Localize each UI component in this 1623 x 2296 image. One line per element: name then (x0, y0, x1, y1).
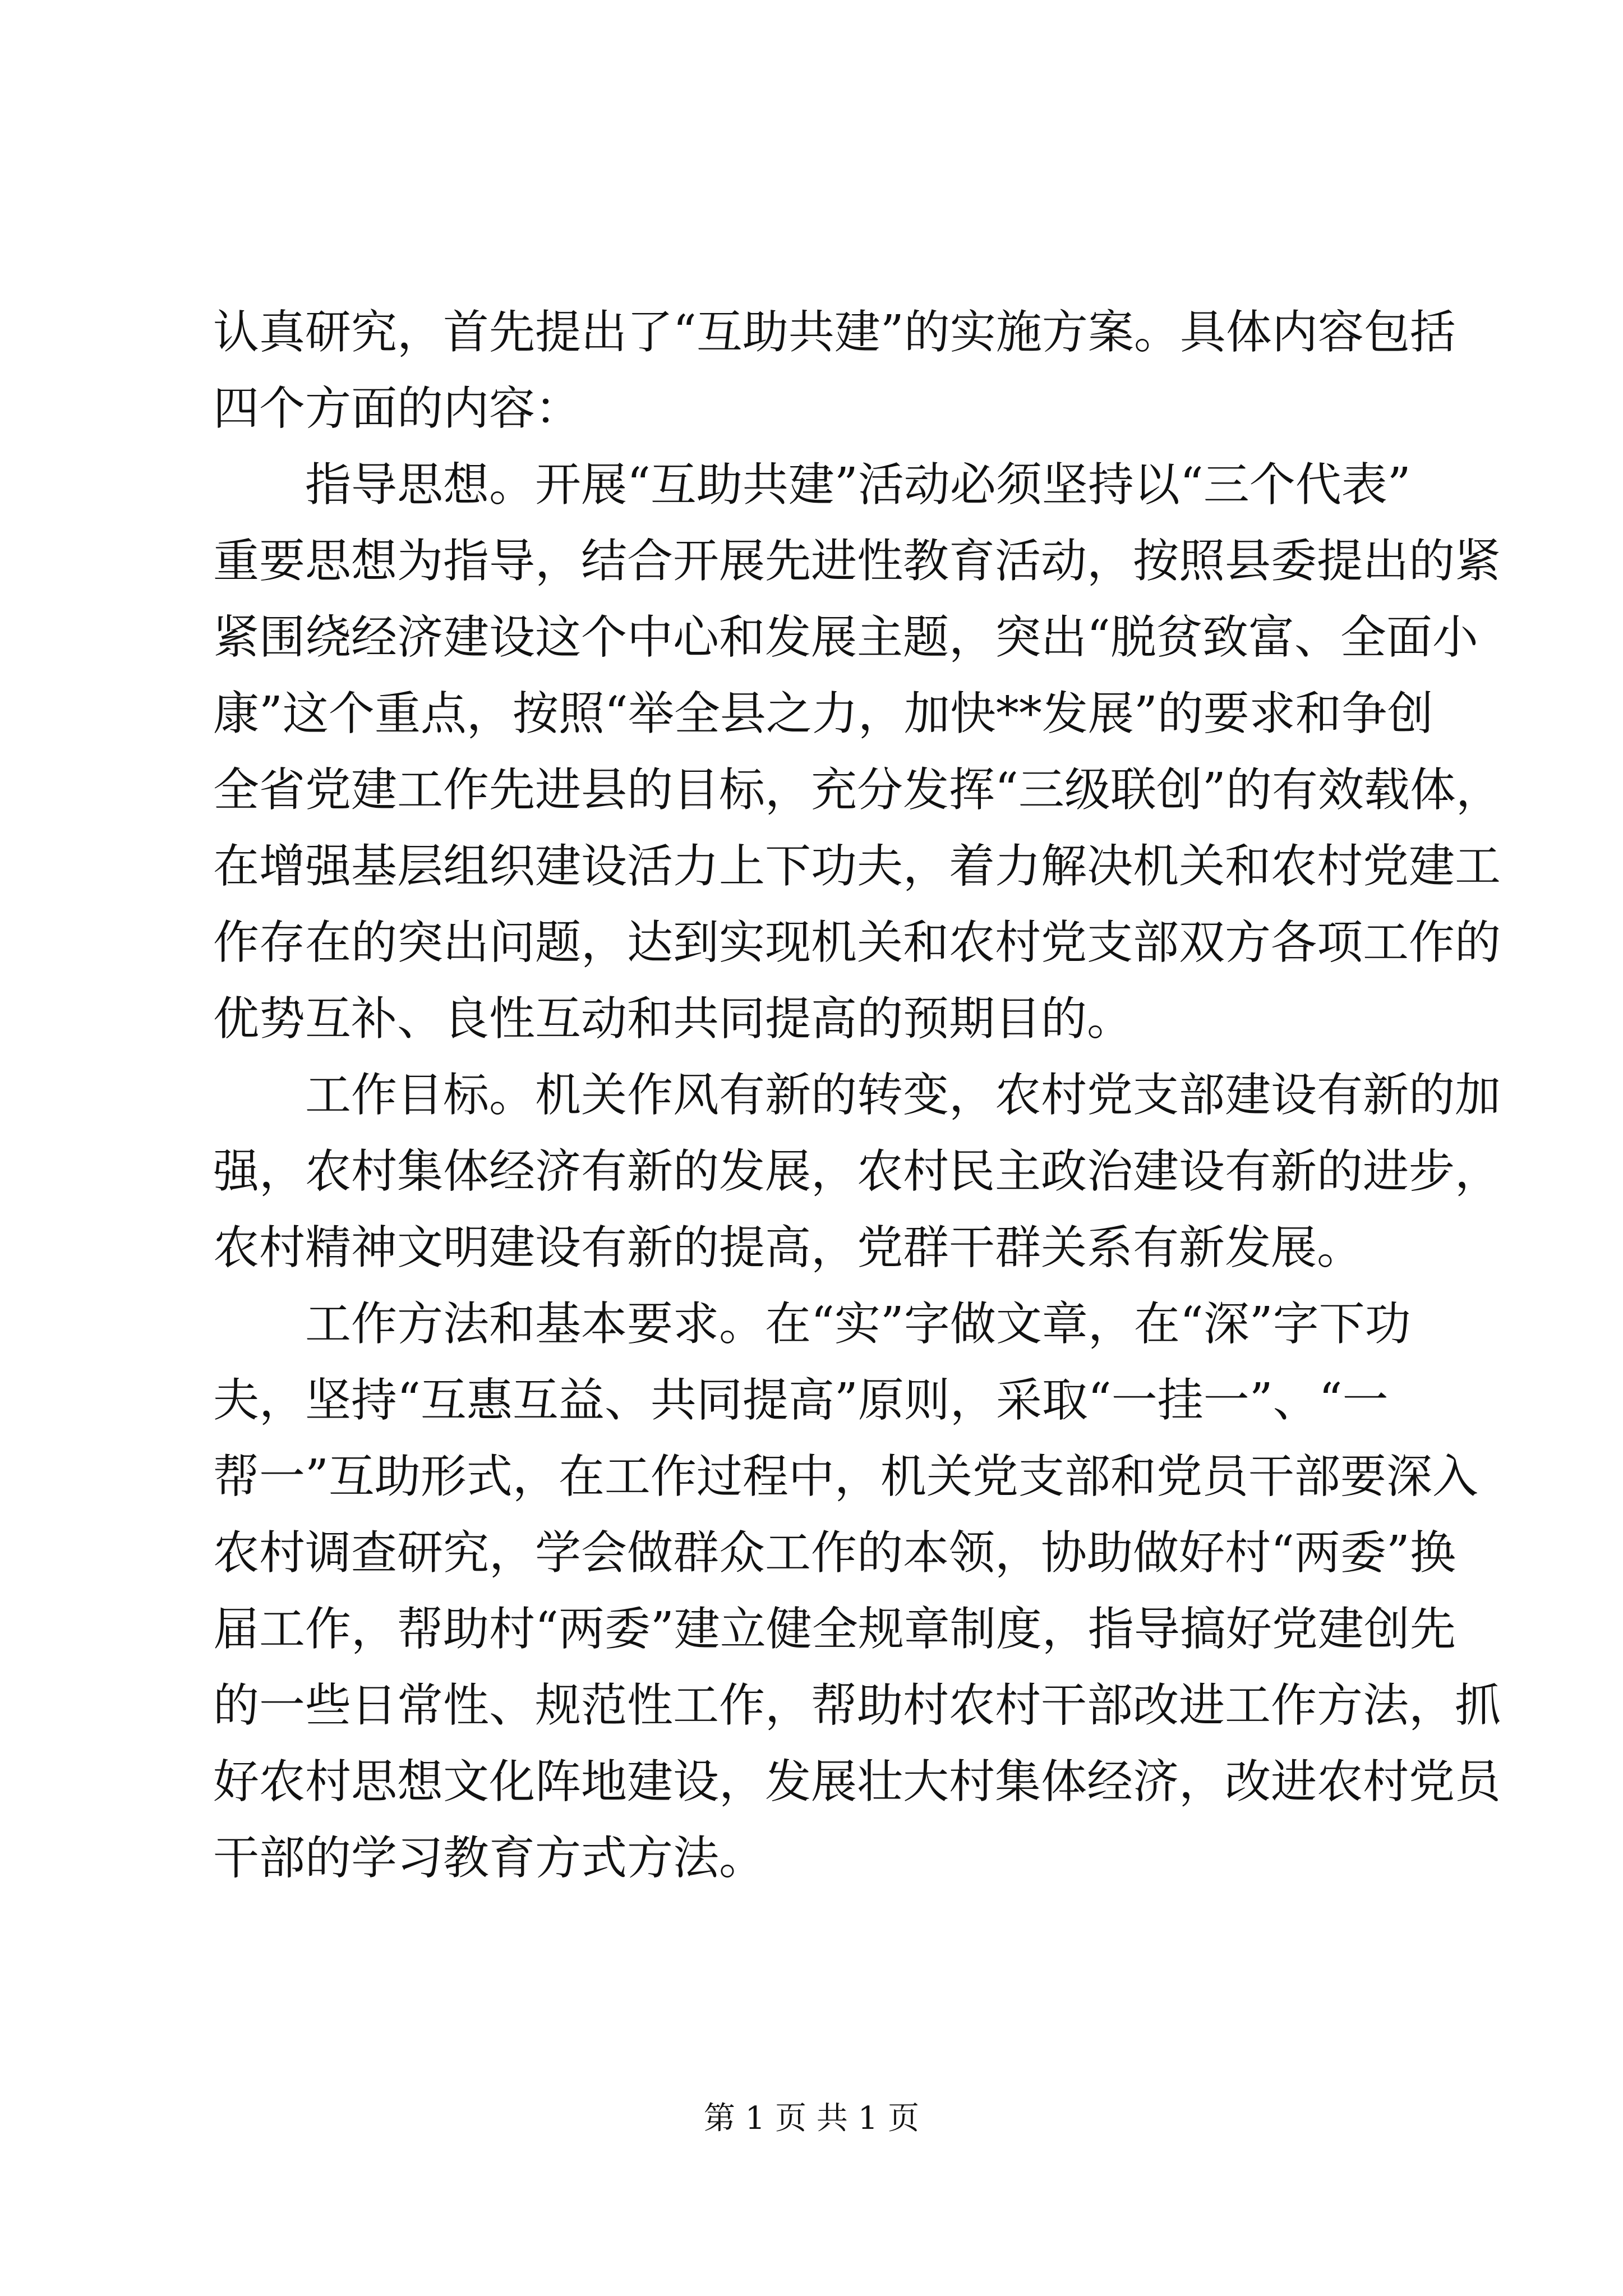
text-line: 强，农村集体经济有新的发展，农村民主政治建设有新的进步， (213, 1145, 1501, 1198)
text-line: 好农村思想文化阵地建设，发展壮大村集体经济，改进农村党员 (213, 1755, 1501, 1809)
text-line: 工作目标。机关作风有新的转变，农村党支部建设有新的加 (213, 1069, 1501, 1122)
body-text (213, 295, 1502, 1897)
text-line: 作存在的突出问题，达到实现机关和农村党支部双方各项工作的 (213, 916, 1501, 969)
text-line: 紧围绕经济建设这个中心和发展主题，突出“脱贫致富、全面小 (213, 611, 1478, 664)
text-line: 工作方法和基本要求。在“实”字做文章，在“深”字下功 (213, 1297, 1411, 1351)
text-line: 农村精神文明建设有新的提高，党群干群关系有新发展。 (213, 1221, 1363, 1274)
page-footer: 第 1 页 共 1 页 (703, 2100, 920, 2137)
text-line: 全省党建工作先进县的目标，充分发挥“三级联创”的有效载体， (213, 763, 1502, 817)
text-line: 优势互补、良性互动和共同提高的预期目的。 (213, 992, 1133, 1046)
text-line: 干部的学习教育方式方法。 (213, 1832, 766, 1885)
text-line: 农村调查研究，学会做群众工作的本领，协助做好村“两委”换 (213, 1526, 1456, 1580)
text-line: 康”这个重点，按照“举全县之力，加快**发展”的要求和争创 (213, 687, 1433, 740)
text-line: 四个方面的内容： (213, 382, 582, 435)
text-line: 在增强基层组织建设活力上下功夫，着力解决机关和农村党建工 (213, 840, 1501, 893)
text-line: 届工作，帮助村“两委”建立健全规章制度，指导搞好党建创先 (213, 1603, 1456, 1656)
text-line: 重要思想为指导，结合开展先进性教育活动，按照县委提出的紧 (213, 535, 1501, 588)
text-line: 指导思想。开展“互助共建”活动必须坚持以“三个代表” (213, 458, 1411, 512)
text-line: 帮一”互助形式，在工作过程中，机关党支部和党员干部要深入 (213, 1450, 1478, 1503)
text-line: 夫，坚持“互惠互益、共同提高”原则，采取“一挂一”、“一 (213, 1374, 1389, 1427)
text-line: 的一些日常性、规范性工作，帮助村农村干部改进工作方法，抓 (213, 1679, 1501, 1732)
text-line: 认真研究，首先提出了“互助共建”的实施方案。具体内容包括 (213, 306, 1456, 359)
